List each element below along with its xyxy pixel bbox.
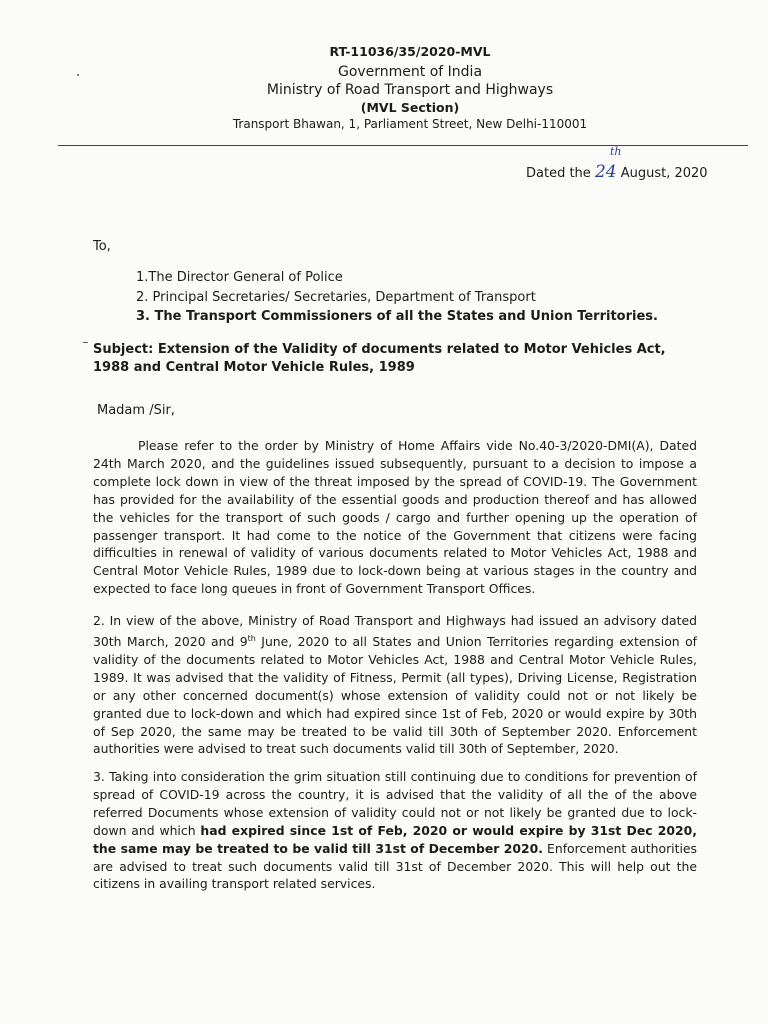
ministry-title: Ministry of Road Transport and Highways bbox=[266, 82, 554, 98]
paragraph-3-part-a: 3. Taking into consideration the grim situation still continuing due to conditions for prevention of spread of COVID-19 across the country, it is advised that the validity of all the of the above referred Documents whose extension of validity could not or not likely be granted due to lock-down and which bbox=[93, 769, 697, 838]
salutation: Madam /Sir, bbox=[97, 403, 175, 418]
addressee-item: 1.The Director General of Police bbox=[136, 270, 343, 285]
paragraph-2 bbox=[93, 612, 697, 758]
addressee-item: 3. The Transport Commissioners of all the States and Union Territories. bbox=[136, 309, 658, 324]
addressee-list bbox=[136, 268, 658, 327]
section-title: (MVL Section) bbox=[360, 100, 460, 115]
date-suffix-handwritten: th bbox=[610, 145, 622, 158]
date-line bbox=[526, 145, 708, 182]
reference-number: RT-11036/35/2020-MVL bbox=[329, 44, 491, 59]
paragraph-2-superscript: th bbox=[247, 633, 256, 643]
date-day-handwritten: 24 bbox=[594, 162, 617, 182]
office-address: Transport Bhawan, 1, Parliament Street, New Delhi-110001 bbox=[232, 117, 588, 131]
government-title: Government of India bbox=[337, 64, 483, 80]
paragraph-1: Please refer to the order by Ministry of Home Affairs vide No.40-3/2020-DMI(A), Dated 24th March 2020, and the guidelines issued subsequently, pursuant to a decision to impose a complete lock down in view of the threat imposed by the spread of COVID-19. The Government has provided for the availability of the essential goods and production thereof and has allowed the vehicles for the transport of such goods / cargo and further opening up the operation of passenger transport. It had come to the notice of the Government that citizens were facing difficulties in renewal of validity of various documents related to Motor Vehicles Act, 1988 and Central Motor Vehicle Rules, 1989 due to lock-down being at various stages in the country and expected to face long queues in front of Government Transport Offices. bbox=[93, 438, 697, 597]
date-month-year: August, 2020 bbox=[620, 166, 708, 181]
paragraph-3-bold: had expired since 1st of Feb, 2020 or would expire by 31st Dec 2020, the same may be treated to be valid till 31st of December 2020. bbox=[93, 822, 698, 856]
paragraph-2-part-b: June, 2020 to all States and Union Territories regarding extension of validity of the documents related to Motor Vehicles Act, 1988 and Central Motor Vehicle Rules, 1989. It was advised that the validity of Fitness, Permit (all types), Driving License, Registration or any other concerned document(s) whose extension of validity could not or not likely be granted due to lock-down and which had expired since 1st of Feb, 2020 or would expire by 30th of Sep 2020, the same may be treated to be valid till 30th of September 2020. Enforcement authorities were advised to treat such documents valid till 30th of September, 2020. bbox=[93, 634, 698, 757]
paragraph-3-part-b: Enforcement authorities are advised to treat such documents valid till 31st of December 2020. This will help out the citizens in availing transport related services. bbox=[93, 840, 697, 892]
addressee-item: 2. Principal Secretaries/ Secretaries, Department of Transport bbox=[136, 289, 536, 305]
header-divider bbox=[58, 145, 748, 146]
paragraph-3 bbox=[93, 768, 697, 893]
date-prefix: Dated the bbox=[526, 166, 591, 181]
scan-speck bbox=[83, 342, 88, 343]
paragraph-2-part-a: 2. In view of the above, Ministry of Road Transport and Highways had issued an advisory dated 30th March, 2020 and 9 bbox=[93, 613, 697, 650]
to-label: To, bbox=[93, 239, 111, 254]
subject-line: Subject: Extension of the Validity of documents related to Motor Vehicles Act, 1988 and Central Motor Vehicle Rules, 1989 bbox=[93, 342, 666, 375]
